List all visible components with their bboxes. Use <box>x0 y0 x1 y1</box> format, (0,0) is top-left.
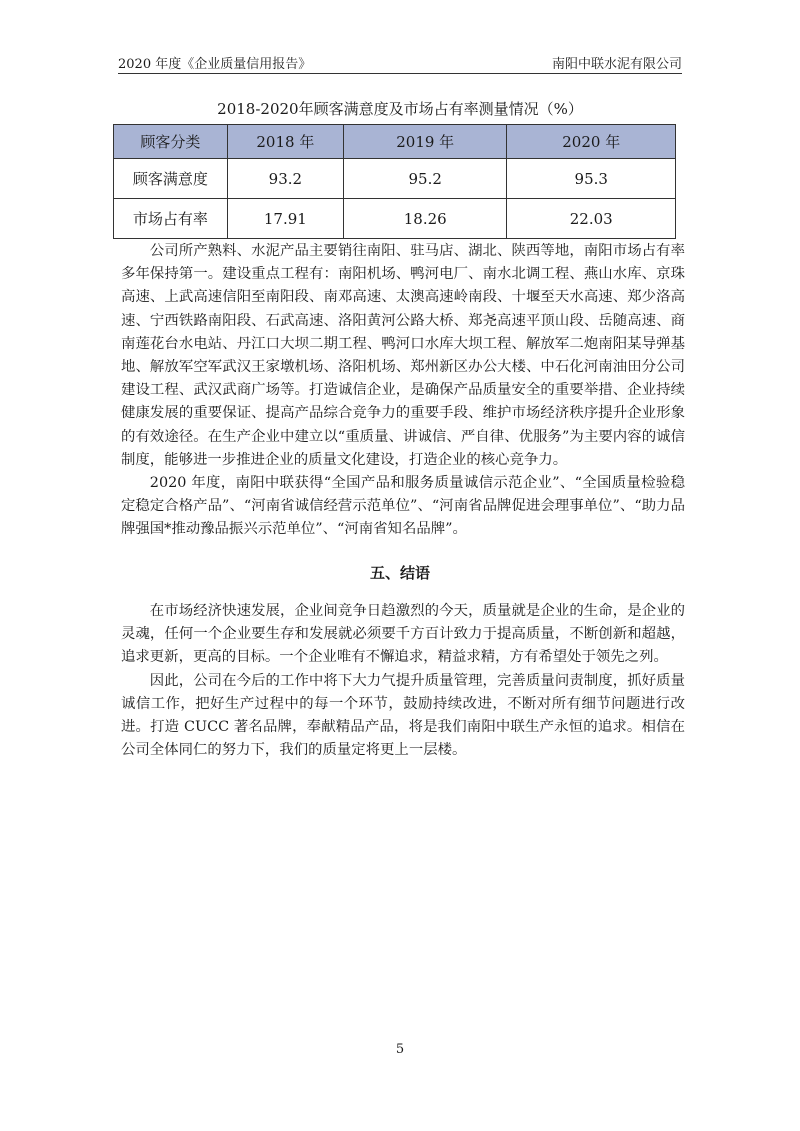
table-header-cell: 顾客分类 <box>114 125 228 159</box>
table-cell: 95.2 <box>343 159 507 199</box>
conclusion-paragraphs <box>121 600 685 762</box>
table-header-cell: 2020 年 <box>507 125 676 159</box>
table-cell: 95.3 <box>507 159 676 199</box>
table-cell: 93.2 <box>227 159 343 199</box>
header-divider <box>118 73 682 74</box>
table-cell: 18.26 <box>343 199 507 239</box>
table-title: 2018-2020年顾客满意度及市场占有率测量情况（%） <box>217 100 583 118</box>
satisfaction-market-share-table <box>113 124 676 239</box>
table-header-row <box>114 125 676 159</box>
paragraph: 公司所产熟料、水泥产品主要销往南阳、驻马店、湖北、陕西等地，南阳市场占有率多年保持第一。建设重点工程有：南阳机场、鸭河电厂、南水北调工程、燕山水库、京珠高速、上武高速信阳至南阳段、南邓高速、太澳高速岭南段、十堰至天水高速、郑少洛高速、宁西铁路南阳段、石武高速、洛阳黄河公路大桥、郑尧高速平顶山段、岳随高速、商南莲花台水电站、丹江口大坝二期工程、鸭河口水库大坝工程、解放军二炮南阳某导弹基地、解放军空军武汉王家墩机场、洛阳机场、郑州新区办公大楼、中石化河南油田分公司建设工程、武汉武商广场等。打造诚信企业，是确保产品质量安全的重要举措、企业持续健康发展的重要保证、提高产品综合竞争力的重要手段、维护市场经济秩序提升企业形象的有效途径。在生产企业中建立以“重质量、讲诚信、严自律、优服务”为主要内容的诚信制度，能够进一步推进企业的质量文化建设，打造企业的核心竞争力。 <box>121 243 685 468</box>
paragraph: 2020 年度，南阳中联获得“全国产品和服务质量诚信示范企业”、“全国质量检验稳定稳定合格产品”、“河南省诚信经营示范单位”、“河南省品牌促进会理事单位”、“助力品牌强国*推动豫品振兴示范单位”、“河南省知名品牌”。 <box>121 475 685 538</box>
section-heading: 五、结语 <box>369 564 430 582</box>
table-row <box>114 199 676 239</box>
body-paragraphs <box>121 240 685 542</box>
table-header-cell: 2018 年 <box>227 125 343 159</box>
paragraph: 因此，公司在今后的工作中将下大力气提升质量管理，完善质量问责制度，抓好质量诚信工作，把好生产过程中的每一个环节，鼓励持续改进，不断对所有细节问题进行改进。打造 CUCC 著名品牌，奉献精品产品，将是我们南阳中联生产永恒的追求。相信在公司全体同仁的努力下，我们的质量定将更上一层楼。 <box>121 672 685 759</box>
table-cell: 22.03 <box>507 199 676 239</box>
table-header-cell: 2019 年 <box>343 125 507 159</box>
header-company-name: 南阳中联水泥有限公司 <box>551 57 682 72</box>
table-row <box>114 159 676 199</box>
table-cell: 17.91 <box>227 199 343 239</box>
page-number: 5 <box>395 1042 405 1057</box>
header-report-title: 2020 年度《企业质量信用报告》 <box>118 57 312 72</box>
table-row-label: 顾客满意度 <box>114 159 228 199</box>
paragraph: 在市场经济快速发展，企业间竞争日趋激烈的今天，质量就是企业的生命，是企业的灵魂，任何一个企业要生存和发展就必须要千方百计致力于提高质量，不断创新和超越，追求更新，更高的目标。一个企业唯有不懈追求，精益求精，方有希望处于领先之列。 <box>121 603 685 666</box>
table-row-label: 市场占有率 <box>114 199 228 239</box>
